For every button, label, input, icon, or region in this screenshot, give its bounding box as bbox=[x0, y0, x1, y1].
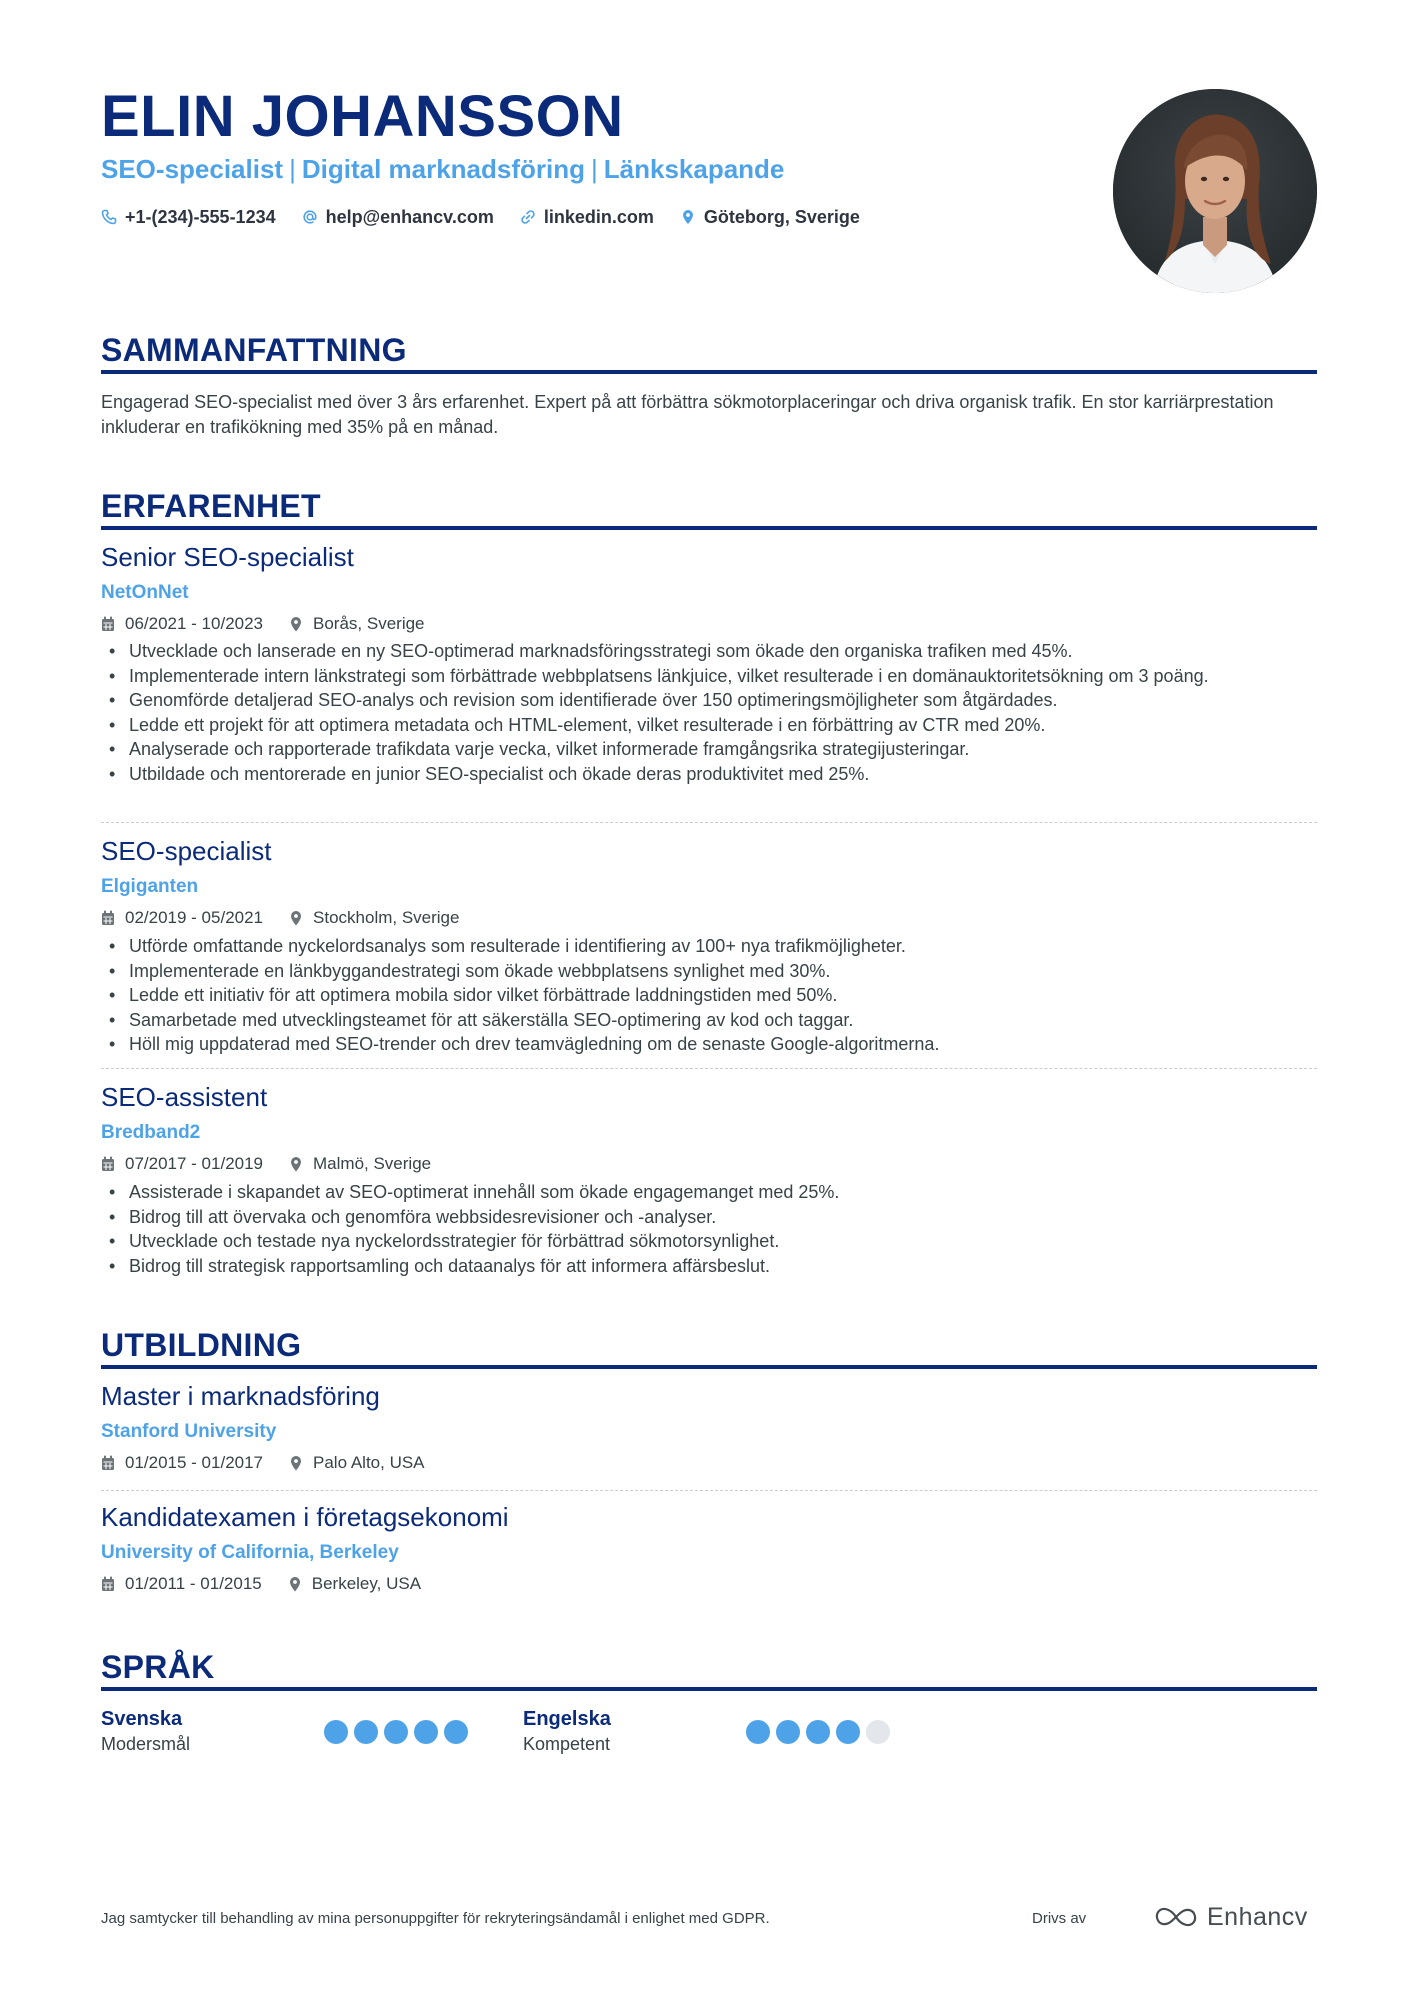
section-divider bbox=[101, 370, 1317, 374]
job-title: SEO-assistent bbox=[101, 1082, 268, 1112]
bullet-item: • Höll mig uppdaterad med SEO-trender och drev teamvägledning om de senaste Google-algoritmerna. bbox=[101, 1032, 1317, 1057]
school-name: Stanford University bbox=[101, 1421, 277, 1442]
rating-dot-filled bbox=[806, 1720, 830, 1744]
language-rating bbox=[746, 1720, 890, 1744]
section-title-education: UTBILDNING bbox=[101, 1327, 302, 1363]
contact-bar bbox=[101, 204, 860, 230]
location-pin-icon bbox=[289, 1455, 303, 1471]
job-title: SEO-specialist bbox=[101, 836, 272, 866]
location-pin-icon bbox=[680, 209, 696, 225]
education-dates bbox=[101, 1451, 263, 1475]
bullet-item: • Ledde ett initiativ för att optimera mobila sidor vilket förbättrade laddningstiden med 50%. bbox=[101, 983, 1317, 1008]
education-location-text: Palo Alto, USA bbox=[313, 1453, 425, 1472]
calendar-icon bbox=[101, 1455, 115, 1471]
bullet-item: • Implementerade intern länkstrategi som förbättrade webbplatsens länkjuice, vilket resulterade i en domänauktoritetsökning om 3 poäng. bbox=[101, 664, 1317, 689]
degree-title: Master i marknadsföring bbox=[101, 1381, 380, 1411]
company-name: Bredband2 bbox=[101, 1122, 201, 1143]
job-meta bbox=[101, 906, 459, 930]
job-bullets bbox=[101, 639, 1317, 786]
link-icon bbox=[520, 209, 536, 225]
job-location-text: Malmö, Sverige bbox=[313, 1154, 432, 1173]
bullet-item: • Bidrog till att övervaka och genomföra webbsidesrevisioner och -analyser. bbox=[101, 1205, 1317, 1230]
bullet-item: • Analyserade och rapporterade trafikdata varje vecka, vilket informerade framgångsrika strategijusteringar. bbox=[101, 737, 1317, 762]
education-meta bbox=[101, 1451, 425, 1475]
bullet-item: • Implementerade en länkbyggandestrategi som ökade webbplatsens synlighet med 30%. bbox=[101, 959, 1317, 984]
education-dates-text: 01/2015 - 01/2017 bbox=[125, 1453, 264, 1472]
section-title-experience: ERFARENHET bbox=[101, 488, 321, 524]
entry-divider bbox=[101, 1490, 1317, 1491]
tagline-separator: | bbox=[289, 154, 296, 184]
section-divider bbox=[101, 526, 1317, 530]
job-bullets bbox=[101, 934, 1317, 1057]
profile-photo-illustration bbox=[1113, 89, 1317, 293]
powered-by-label: Drivs av bbox=[1032, 1910, 1087, 1927]
contact-location bbox=[680, 204, 860, 230]
location-pin-icon bbox=[289, 910, 303, 926]
language-level: Modersmål bbox=[101, 1734, 191, 1754]
job-dates-text: 06/2021 - 10/2023 bbox=[125, 614, 264, 633]
summary-text: Engagerad SEO-specialist med över 3 års erfarenhet. Expert på att förbättra sökmotorplaceringar och driva organisk trafik. En stor karriärprestation inkluderar en trafikökning med 35% på en månad. bbox=[101, 392, 1274, 437]
language-rating bbox=[324, 1720, 468, 1744]
contact-email[interactable] bbox=[302, 204, 494, 230]
bullet-item: • Assisterade i skapandet av SEO-optimerat innehåll som ökade engagemanget med 25%. bbox=[101, 1180, 1317, 1205]
section-divider bbox=[101, 1365, 1317, 1369]
contact-linkedin[interactable] bbox=[520, 204, 654, 230]
education-location-text: Berkeley, USA bbox=[311, 1574, 422, 1593]
rating-dot-filled bbox=[746, 1720, 770, 1744]
education-dates-text: 01/2011 - 01/2015 bbox=[125, 1574, 262, 1593]
education-location bbox=[289, 1451, 425, 1475]
gdpr-consent: Jag samtycker till behandling av mina personuppgifter för rekryteringsändamål i enlighet med GDPR. bbox=[101, 1910, 770, 1927]
job-location bbox=[289, 1152, 431, 1176]
enhancv-logo[interactable] bbox=[1153, 1901, 1308, 1933]
entry-divider bbox=[101, 822, 1317, 823]
location-text: Göteborg, Sverige bbox=[703, 207, 860, 227]
language-name: Engelska bbox=[523, 1708, 611, 1730]
phone-text: +1-(234)-555-1234 bbox=[125, 207, 276, 227]
calendar-icon bbox=[101, 616, 115, 632]
rating-dot-filled bbox=[444, 1720, 468, 1744]
job-dates-text: 07/2017 - 01/2019 bbox=[125, 1154, 264, 1173]
location-pin-icon bbox=[288, 1576, 302, 1592]
bullet-item: • Utvecklade och testade nya nyckelordsstrategier för förbättrad sökmotorsynlighet. bbox=[101, 1229, 1317, 1254]
rating-dot-filled bbox=[384, 1720, 408, 1744]
rating-dot-filled bbox=[354, 1720, 378, 1744]
bullet-item: • Utförde omfattande nyckelordsanalys som resulterade i identifiering av 100+ nya trafikmöjligheter. bbox=[101, 934, 1317, 959]
job-meta bbox=[101, 612, 425, 636]
school-name: University of California, Berkeley bbox=[101, 1542, 399, 1563]
section-title-languages: SPRÅK bbox=[101, 1649, 215, 1685]
candidate-name: ELIN JOHANSSON bbox=[101, 84, 624, 149]
tagline-item: SEO-specialist bbox=[101, 154, 284, 184]
job-location-text: Borås, Sverige bbox=[313, 614, 425, 633]
calendar-icon bbox=[101, 1156, 115, 1172]
education-location bbox=[288, 1572, 421, 1596]
phone-icon bbox=[101, 209, 117, 225]
bullet-item: • Ledde ett projekt för att optimera metadata och HTML-element, vilket resulterade i en förbättring av CTR med 20%. bbox=[101, 713, 1317, 738]
company-name: NetOnNet bbox=[101, 582, 189, 603]
job-dates bbox=[101, 1152, 263, 1176]
job-dates bbox=[101, 906, 263, 930]
tagline bbox=[101, 152, 784, 186]
bullet-item: • Samarbetade med utvecklingsteamet för att säkerställa SEO-optimering av kod och taggar. bbox=[101, 1008, 1317, 1033]
calendar-icon bbox=[101, 910, 115, 926]
section-divider bbox=[101, 1687, 1317, 1691]
bullet-item: • Utvecklade och lanserade en ny SEO-optimerad marknadsföringsstrategi som ökade den organiska trafiken med 45%. bbox=[101, 639, 1317, 664]
tagline-item: Digital marknadsföring bbox=[301, 154, 585, 184]
education-dates bbox=[101, 1572, 262, 1596]
degree-title: Kandidatexamen i företagsekonomi bbox=[101, 1502, 509, 1532]
location-pin-icon bbox=[289, 616, 303, 632]
tagline-separator: | bbox=[591, 154, 598, 184]
location-pin-icon bbox=[289, 1156, 303, 1172]
job-meta bbox=[101, 1152, 431, 1176]
rating-dot-filled bbox=[836, 1720, 860, 1744]
section-title-summary: SAMMANFATTNING bbox=[101, 332, 407, 368]
job-dates bbox=[101, 612, 263, 636]
job-location-text: Stockholm, Sverige bbox=[313, 908, 460, 927]
bullet-item: • Bidrog till strategisk rapportsamling och dataanalys för att informera affärsbeslut. bbox=[101, 1254, 1317, 1279]
calendar-icon bbox=[101, 1576, 115, 1592]
enhancv-brand-text: Enhancv bbox=[1207, 1903, 1308, 1931]
language-level: Kompetent bbox=[523, 1734, 611, 1754]
enhancv-infinity-icon bbox=[1153, 1905, 1199, 1929]
education-meta bbox=[101, 1572, 421, 1596]
bullet-item: • Genomförde detaljerad SEO-analys och revision som identifierade över 150 optimeringsmöjligheter som åtgärdades. bbox=[101, 688, 1317, 713]
rating-dot-filled bbox=[324, 1720, 348, 1744]
profile-photo bbox=[1113, 89, 1317, 293]
job-location bbox=[289, 612, 425, 636]
contact-phone[interactable] bbox=[101, 204, 276, 230]
at-icon bbox=[302, 209, 318, 225]
job-dates-text: 02/2019 - 05/2021 bbox=[125, 908, 264, 927]
rating-dot-filled bbox=[776, 1720, 800, 1744]
bullet-item: • Utbildade och mentorerade en junior SEO-specialist och ökade deras produktivitet med 25%. bbox=[101, 762, 1317, 787]
tagline-item: Länkskapande bbox=[603, 154, 785, 184]
language-name: Svenska bbox=[101, 1708, 183, 1730]
company-name: Elgiganten bbox=[101, 876, 199, 897]
job-title: Senior SEO-specialist bbox=[101, 542, 354, 572]
job-location bbox=[289, 906, 459, 930]
job-bullets bbox=[101, 1180, 1317, 1278]
linkedin-text: linkedin.com bbox=[543, 207, 654, 227]
entry-divider bbox=[101, 1068, 1317, 1069]
rating-dot-filled bbox=[414, 1720, 438, 1744]
email-text: help@enhancv.com bbox=[325, 207, 494, 227]
rating-dot-empty bbox=[866, 1720, 890, 1744]
